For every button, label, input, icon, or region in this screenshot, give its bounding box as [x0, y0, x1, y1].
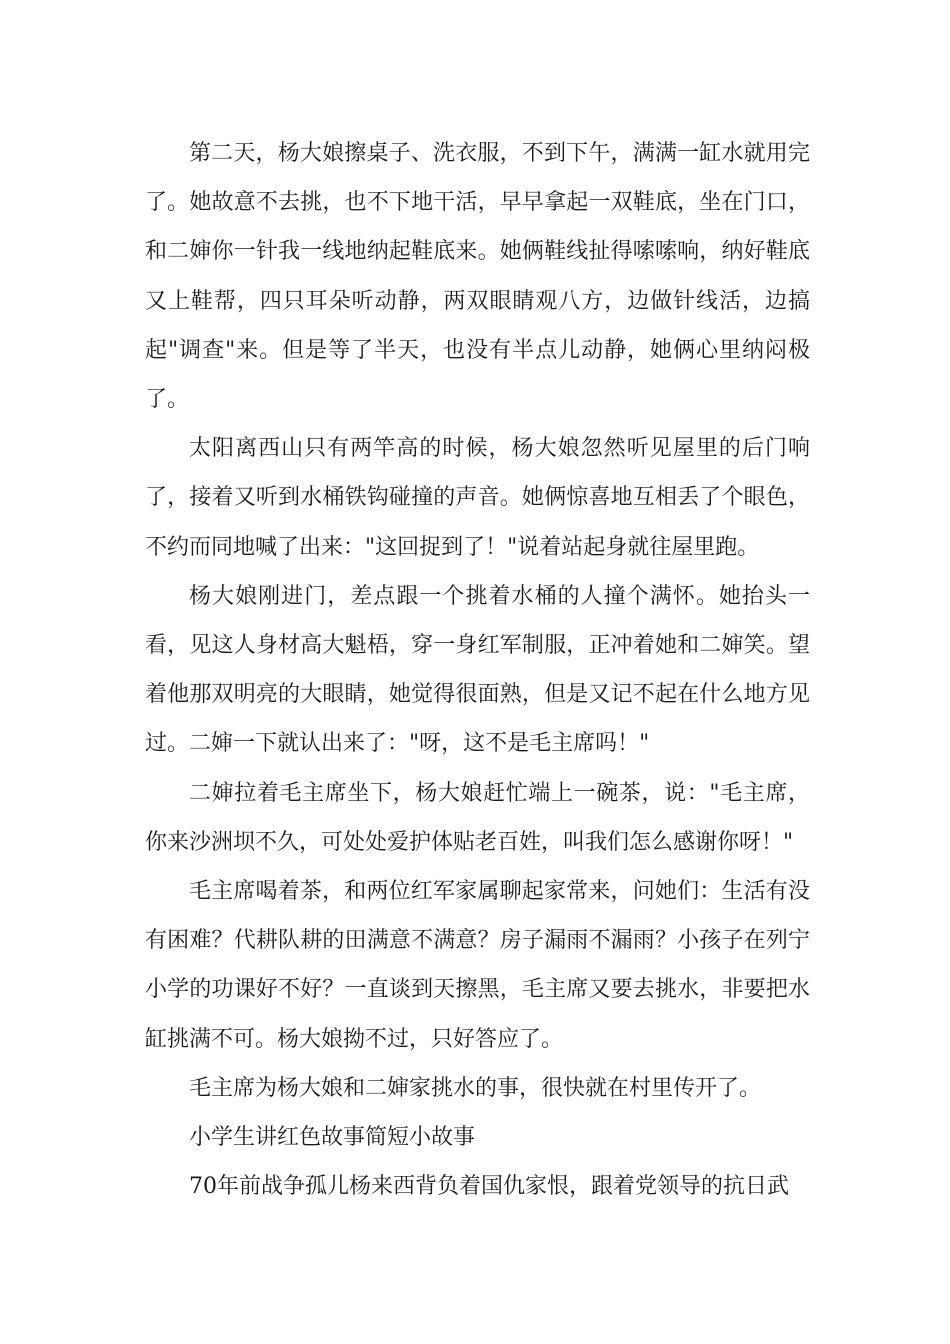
paragraph-7: 70年前战争孤儿杨来西背负着国仇家恨，跟着党领导的抗日武 — [189, 1174, 789, 1200]
paragraph-3: 杨大娘刚进门，差点跟一个挑着水桶的人撞个满怀。她抬头一看，见这人身材高大魁梧，穿一身红军制服，正冲着她和二婶笑。望着他那双明亮的大眼睛，她觉得很面熟，但是又记不起在什么地方见过。二婶一下就认出来了："呀，这不是毛主席吗！" — [145, 583, 810, 757]
paragraph-6: 毛主席为杨大娘和二婶家挑水的事，很快就在村里传开了。 — [189, 1075, 762, 1101]
document-body — [145, 129, 810, 1211]
section-heading: 小学生讲红色故事简短小故事 — [189, 1125, 476, 1151]
paragraph-2: 太阳离西山只有两竿高的时候，杨大娘忽然听见屋里的后门响了，接着又听到水桶铁钩碰撞的声音。她俩惊喜地互相丢了个眼色，不约而同地喊了出来："这回捉到了！"说着站起身就往屋里跑。 — [145, 436, 810, 560]
paragraph-4: 二婶拉着毛主席坐下，杨大娘赶忙端上一碗茶，说："毛主席，你来沙洲坝不久，可处处爱护体贴老百姓，叫我们怎么感谢你呀！" — [145, 780, 810, 855]
paragraph-5: 毛主席喝着茶，和两位红军家属聊起家常来，问她们：生活有没有困难？代耕队耕的田满意不满意？房子漏雨不漏雨？小孩子在列宁小学的功课好不好？一直谈到天擦黑，毛主席又要去挑水，非要把水缸挑满不可。杨大娘拗不过，只好答应了。 — [145, 879, 810, 1052]
paragraph-1: 第二天，杨大娘擦桌子、洗衣服，不到下午，满满一缸水就用完了。她故意不去挑，也不下地干活，早早拿起一双鞋底，坐在门口，和二婶你一针我一线地纳起鞋底来。她俩鞋线扯得嗦嗦响，纳好鞋底又上鞋帮，四只耳朵听动静，两双眼睛观八方，边做针线活，边搞起"调查"来。但是等了半天，也没有半点儿动静，她俩心里纳闷极了。 — [145, 141, 810, 413]
